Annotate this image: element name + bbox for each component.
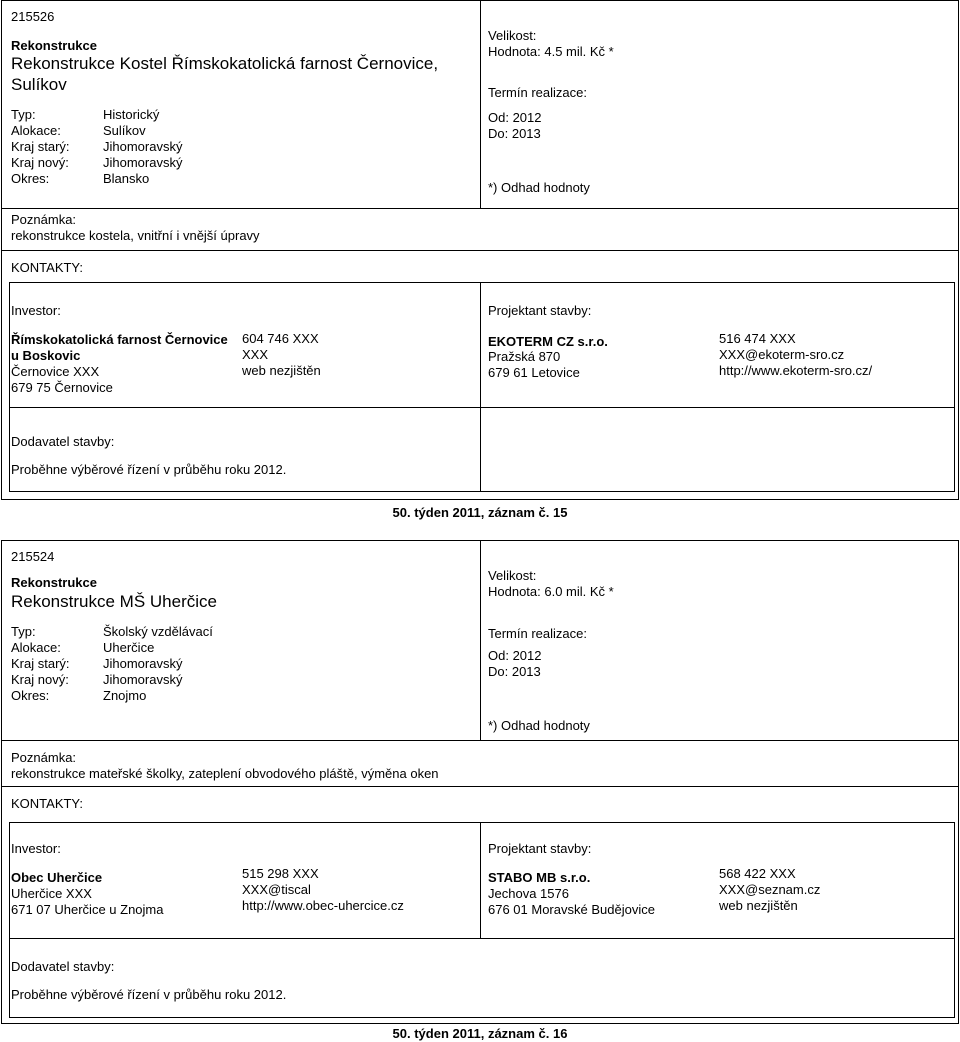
record-215526 xyxy=(1,0,959,520)
field-alokace: Alokace: Sulíkov xyxy=(11,123,146,138)
divider-poznamka xyxy=(1,740,959,741)
projektant-contacts: 568 422 XXX XXX@seznam.cz web nezjištěn xyxy=(719,866,821,913)
projektant-name: STABO MB s.r.o. xyxy=(488,870,591,885)
poznamka-label: Poznámka: xyxy=(11,750,77,765)
investor-name: Římskokatolická farnost Černovice u Boskovic xyxy=(11,332,228,363)
odhad-note: *) Odhad hodnoty xyxy=(488,718,590,733)
record-category: Rekonstrukce xyxy=(11,38,97,53)
dodavatel-text: Proběhne výběrové řízení v průběhu roku 2012. xyxy=(11,987,287,1002)
dodavatel-label: Dodavatel stavby: xyxy=(11,959,115,974)
contacts-bottom-divider xyxy=(9,407,955,408)
record-title-line1: Rekonstrukce Kostel Římskokatolická farnost Černovice, xyxy=(11,54,439,73)
field-typ: Typ: Školský vzdělávací xyxy=(11,624,213,639)
field-okres: Okres: Blansko xyxy=(11,171,150,186)
termin-label: Termín realizace: xyxy=(488,85,587,100)
termin-od: Od: 2012 xyxy=(488,648,542,663)
contacts-box xyxy=(9,282,955,492)
poznamka-text: rekonstrukce kostela, vnitřní i vnější úpravy xyxy=(11,228,260,243)
kontakty-label: KONTAKTY: xyxy=(11,260,83,275)
velikost-label: Velikost: xyxy=(488,28,537,43)
projektant-label: Projektant stavby: xyxy=(488,841,592,856)
projektant-contacts: 516 474 XXX XXX@ekoterm-sro.cz http://www.ekoterm-sro.cz/ xyxy=(719,331,873,378)
investor-contacts: 515 298 XXX XXX@tiscal http://www.obec-uhercice.cz xyxy=(242,866,404,913)
record-footer: 50. týden 2011, záznam č. 16 xyxy=(392,1026,568,1041)
projektant-label: Projektant stavby: xyxy=(488,303,592,318)
poznamka-text: rekonstrukce mateřské školky, zateplení obvodového pláště, výměna oken xyxy=(11,766,439,781)
record-215524 xyxy=(1,540,959,1040)
record-fields xyxy=(11,107,182,187)
divider-poznamka xyxy=(1,208,959,209)
record-title xyxy=(11,53,438,95)
dodavatel-label: Dodavatel stavby: xyxy=(11,434,115,449)
investor-label: Investor: xyxy=(11,303,61,318)
field-typ: Typ: Historický xyxy=(11,107,160,122)
velikost-label: Velikost: xyxy=(488,568,537,583)
divider-kontakty xyxy=(1,786,959,787)
record-footer: 50. týden 2011, záznam č. 15 xyxy=(392,505,568,520)
column-divider xyxy=(480,0,481,208)
field-kraj-stary: Kraj starý: Jihomoravský xyxy=(11,656,183,671)
contacts-bottom-divider xyxy=(9,938,955,939)
termin-od: Od: 2012 xyxy=(488,110,542,125)
termin-label: Termín realizace: xyxy=(488,626,587,641)
odhad-note: *) Odhad hodnoty xyxy=(488,180,590,195)
record-id: 215524 xyxy=(11,549,55,564)
termin-do: Do: 2013 xyxy=(488,664,541,679)
column-divider xyxy=(480,540,481,740)
hodnota: Hodnota: 6.0 mil. Kč * xyxy=(488,584,614,599)
investor-address: Černovice XXX 679 75 Černovice xyxy=(11,364,113,395)
dodavatel-text: Proběhne výběrové řízení v průběhu roku 2012. xyxy=(11,462,287,477)
investor-address: Uherčice XXX 671 07 Uherčice u Znojma xyxy=(11,886,164,917)
field-kraj-stary: Kraj starý: Jihomoravský xyxy=(11,139,183,154)
record-id: 215526 xyxy=(11,9,55,24)
projektant-name: EKOTERM CZ s.r.o. xyxy=(488,334,608,349)
hodnota: Hodnota: 4.5 mil. Kč * xyxy=(488,44,614,59)
termin-do: Do: 2013 xyxy=(488,126,541,141)
poznamka-label: Poznámka: xyxy=(11,212,77,227)
record-category: Rekonstrukce xyxy=(11,575,97,590)
record-fields xyxy=(11,624,213,704)
field-kraj-novy: Kraj nový: Jihomoravský xyxy=(11,672,183,687)
kontakty-label: KONTAKTY: xyxy=(11,796,83,811)
divider-kontakty xyxy=(1,250,959,251)
projektant-address: Pražská 870 679 61 Letovice xyxy=(488,349,580,380)
record-title-line2: Sulíkov xyxy=(11,75,67,94)
investor-contacts: 604 746 XXX XXX web nezjištěn xyxy=(242,331,321,378)
record-title xyxy=(11,591,217,612)
field-alokace: Alokace: Uherčice xyxy=(11,640,155,655)
field-kraj-novy: Kraj nový: Jihomoravský xyxy=(11,155,183,170)
record-title-line1: Rekonstrukce MŠ Uherčice xyxy=(11,592,217,611)
field-okres: Okres: Znojmo xyxy=(11,688,147,703)
investor-label: Investor: xyxy=(11,841,61,856)
contacts-divider xyxy=(480,822,481,938)
contacts-divider xyxy=(480,282,481,492)
projektant-address: Jechova 1576 676 01 Moravské Budějovice xyxy=(488,886,655,917)
investor-name: Obec Uherčice xyxy=(11,870,103,885)
